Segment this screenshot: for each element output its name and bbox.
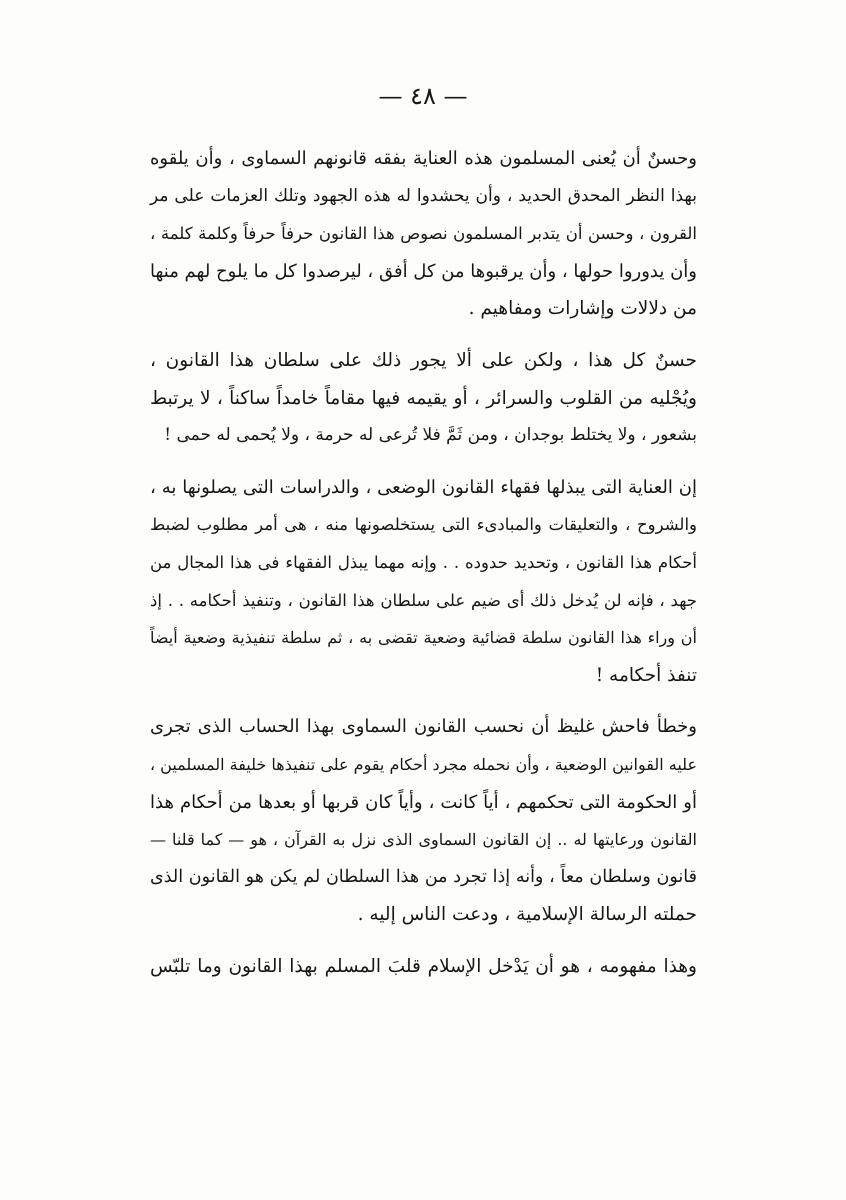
text-line: حسنٌ كل هذا ، ولكن على ألا يجور ذلك على سلطان هذا القانون ،: [150, 349, 697, 371]
text-line: وهذا مفهومه ، هو أن يَدْخل الإسلام قلبَ المسلم بهذا القانون وما تلبّس: [150, 955, 697, 977]
text-line: عليه القوانين الوضعية ، وأن نحمله مجرد أحكام يقوم على تنفيذها خليفة المسلمين ،: [149, 754, 697, 774]
text-line: وخطأ فاحش غليظ أن نحسب القانون السماوى بهذا الحساب الذى تجرى: [150, 716, 697, 738]
text-line: أو الحكومة التى تحكمهم ، أياً كانت ، وأياً كان قربها أو بعدها من أحكام هذا: [150, 791, 697, 813]
text-line: أن وراء هذا القانون سلطة قضائية وضعية تقضى به ، ثم سلطة تنفيذية وضعية أيضاً: [150, 628, 697, 648]
page-number: — ٤٨ —: [378, 82, 468, 110]
text-line: وحسنٌ أن يُعنى المسلمون هذه العناية بفقه قانونهم السماوى ، وأن يلقوه: [150, 148, 697, 169]
paragraph-2: [150, 342, 725, 455]
text-line: من دلالات وإشارات ومفاهيم .: [468, 298, 697, 320]
text-line: إن العناية التى يبذلها فقهاء القانون الوضعى ، والدراسات التى يصلونها به ،: [150, 476, 697, 498]
paragraph-4: [150, 708, 725, 934]
text-line: بهذا النظر المحدق الحديد ، وأن يحشدوا له هذه الجهود وتلك العزمات على مر: [150, 185, 697, 206]
paragraph-1: [150, 140, 725, 328]
text-line: القرون ، وحسن أن يتدبر المسلمون نصوص هذا القانون حرفاً حرفاً وكلمة كلمة ،: [150, 224, 697, 244]
page-body-text: [150, 140, 725, 999]
text-line: تنفذ أحكامه !: [595, 664, 697, 686]
text-line: والشروح ، والتعليقات والمبادىء التى يستخلصونها منه ، هى أمر مطلوب لضبط: [150, 515, 697, 535]
text-line: وأن يدوروا حولها ، وأن يرقبوها من كل أفق ، ليرصدوا كل ما يلوح لهم منها: [149, 260, 697, 282]
text-line: ويُجْليه من القلوب والسرائر ، أو يقيمه فيها مقاماً خامداً ساكناً ، لا يرتبط: [150, 387, 697, 409]
text-line: قانون وسلطان معاً ، وأنه إذا تجرد من هذا السلطان لم يكن هو القانون الذى: [150, 866, 697, 887]
text-line: القانون ورعايتها له .. إن القانون السماوى الذى نزل به القرآن ، هو — كما قلنا —: [150, 830, 697, 850]
text-line: أحكام هذا القانون ، وتحديد حدوده . . وإنه مهما يبذل الفقهاء فى هذا المجال من: [150, 552, 697, 572]
text-line: جهد ، فإنه لن يُدخل ذلك أى ضيم على سلطان هذا القانون ، وتنفيذ أحكامه . . إذ: [150, 590, 697, 610]
text-line: بشعور ، ولا يختلط بوجدان ، ومن ثَمَّ فلا تُرعى له حرمة ، ولا يُحمى له حمى !: [164, 425, 697, 446]
text-line: حملته الرسالة الإسلامية ، ودعت الناس إليه .: [357, 904, 697, 926]
paragraph-3: [150, 469, 725, 695]
paragraph-5: [150, 948, 725, 986]
